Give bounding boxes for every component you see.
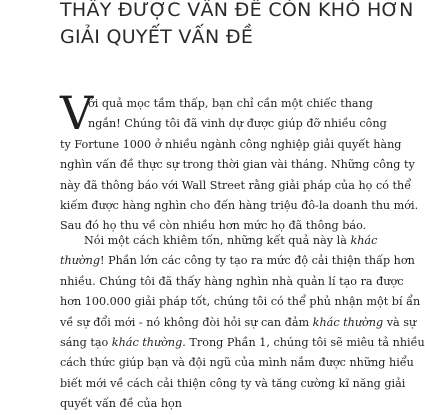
text-line: ới quả mọc tầm thấp, bạn chỉ cần một chiếc thang	[88, 97, 373, 110]
emphasis-text: khác thường	[111, 336, 183, 350]
drop-cap: V	[60, 86, 94, 140]
text-line: nghìn vấn đề thực sự trong thời gian vài tháng. Những công ty	[60, 158, 415, 172]
text-segment: về sự đổi mới - nó không đòi hỏi sự can đảm	[60, 315, 313, 329]
text-line: biết mới về cách cải thiện công ty và tăng cường kĩ năng giải	[60, 376, 406, 390]
emphasis-text: khác	[350, 234, 378, 247]
text-line: Sau đó họ thu về còn nhiều hơn mức họ đã thông báo.	[60, 219, 367, 233]
heading-line-2: GIẢI QUYẾT VẤN ĐỀ	[60, 26, 254, 48]
text-line	[60, 251, 415, 271]
text-segment: . Trong Phần 1, chúng tôi sẽ miêu tả nhiều	[182, 336, 425, 350]
text-line: quyết vấn đề của họn	[60, 397, 183, 411]
heading-line-1: THẤY ĐƯỢC VẤN ĐỀ CÒN KHÓ HƠN	[60, 0, 414, 21]
text-line	[60, 333, 425, 353]
emphasis-text: thường	[60, 254, 101, 268]
text-line	[60, 231, 378, 251]
text-line: ngắn! Chúng tôi đã vinh dự được giúp đỡ nhiều công	[88, 117, 387, 131]
text-line: hơn 100.000 giải pháp tốt, chúng tôi có thể phủ nhận một bí ẩn	[60, 295, 421, 309]
text-segment: sáng tạo	[60, 336, 112, 350]
text-segment: ! Phần lớn các công ty tạo ra mức độ cải thiện thấp hơn	[100, 254, 415, 268]
text-line: này đã thông báo với Wall Street rằng giải pháp của họ có thể	[60, 178, 412, 192]
emphasis-text: khác thường	[312, 315, 384, 329]
text-line	[60, 313, 417, 333]
paragraph-1	[60, 94, 419, 237]
text-line: ty Fortune 1000 ở nhiều ngành công nghiệp giải quyết hàng	[60, 137, 402, 151]
text-segment: Nói một cách khiêm tốn, những kết quả này là	[84, 234, 351, 247]
text-line: nhiều. Chúng tôi đã thấy hàng nghìn nhà quản lí tạo ra được	[60, 274, 404, 288]
text-segment: và sự	[383, 315, 417, 329]
paragraph-2	[60, 231, 425, 415]
text-line: cách thức giúp bạn và đội ngũ của mình nắm được những hiểu	[60, 356, 414, 370]
text-line: kiếm được hàng nghìn cho đến hàng triệu đô-la doanh thu mới.	[60, 199, 419, 213]
chapter-heading	[60, 0, 414, 51]
